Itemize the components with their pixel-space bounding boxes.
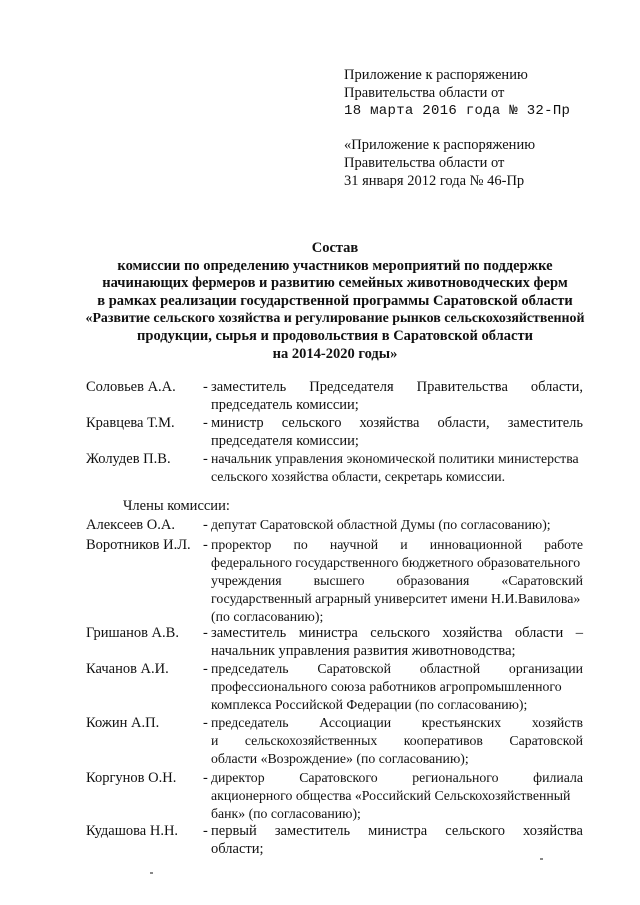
header2-line-2: Правительства области от <box>344 155 505 171</box>
header2-line-3: 31 января 2012 года № 46-Пр <box>344 173 525 189</box>
role-line: министр сельского хозяйства области, заместитель <box>211 415 583 431</box>
role-line: комплекса Российской Федерации (по согласованию); <box>211 697 528 712</box>
title-line: «Развитие сельского хозяйства и регулирование рынков сельскохозяйственной <box>85 311 585 327</box>
approval-header <box>344 66 570 120</box>
member-role <box>211 536 583 626</box>
role-line: области «Возрождение» (по согласованию); <box>211 751 469 766</box>
header-line-2: Правительства области от <box>344 85 505 101</box>
role-line: профессионального союза работников агропромышленного <box>211 679 562 694</box>
role-line: области; <box>211 841 264 857</box>
member-role <box>211 769 583 823</box>
role-line: акционерного общества «Российский Сельскохозяйственный <box>211 788 571 803</box>
member-role <box>211 414 583 450</box>
role-line: заместитель министра сельского хозяйства области – <box>211 625 583 641</box>
role-line: председатель Ассоциации крестьянских хозяйств <box>211 715 583 730</box>
title-line: в рамках реализации государственной программы Саратовской области <box>97 292 573 309</box>
dash: - <box>203 451 208 467</box>
role-line: депутат Саратовской областной Думы (по согласованию); <box>211 517 551 532</box>
role-line: и сельскохозяйственных кооперативов Саратовской <box>211 733 583 748</box>
role-line: государственный аграрный университет имени Н.И.Вавилова» <box>211 591 581 606</box>
dash: - <box>203 661 208 677</box>
member-name: Воротников И.Л. <box>86 537 191 553</box>
dash: - <box>203 379 208 395</box>
scan-speck <box>150 872 153 874</box>
member-role <box>211 822 583 858</box>
member-name: Жолудев П.В. <box>86 451 171 467</box>
role-line: председатель Саратовской областной организации <box>211 661 583 676</box>
role-line: (по согласованию); <box>211 609 324 624</box>
member-role <box>211 660 583 714</box>
role-line: проректор по научной и инновационной работе <box>211 537 583 552</box>
role-line: директор Саратовского регионального филиала <box>211 770 583 785</box>
member-name: Гришанов А.В. <box>86 625 179 641</box>
dash: - <box>203 770 208 786</box>
member-role <box>211 624 583 660</box>
role-line: сельского хозяйства области, секретарь комиссии. <box>211 469 506 484</box>
member-role <box>211 516 583 534</box>
role-line: председатель комиссии; <box>211 397 359 413</box>
member-name: Соловьев А.А. <box>86 379 176 395</box>
member-name: Алексеев О.А. <box>86 517 175 533</box>
member-name: Коргунов О.Н. <box>86 770 177 786</box>
member-name: Кудашова Н.Н. <box>86 823 179 839</box>
scan-speck <box>540 858 543 860</box>
original-approval-header <box>344 136 535 190</box>
members-label: Члены комиссии: <box>123 498 230 514</box>
title-line: Состав <box>311 240 359 256</box>
dash: - <box>203 823 208 839</box>
title-line: комиссии по определению участников мероприятий по поддержке <box>117 257 553 274</box>
member-role <box>211 714 583 768</box>
member-name: Кравцева Т.М. <box>86 415 175 431</box>
role-line: учреждения высшего образования «Саратовский <box>211 573 583 588</box>
role-line: банк» (по согласованию); <box>211 806 361 821</box>
role-line: начальник управления экономической политики министерства <box>211 451 579 466</box>
title-line: на 2014-2020 годы» <box>272 345 398 362</box>
title-line: продукции, сырья и продовольствия в Саратовской области <box>137 327 533 344</box>
dash: - <box>203 715 208 731</box>
title-line: начинающих фермеров и развитию семейных животноводческих ферм <box>102 275 568 292</box>
dash: - <box>203 517 208 533</box>
member-role <box>211 450 583 486</box>
member-name: Кожин А.П. <box>86 715 160 731</box>
role-line: начальник управления развития животноводства; <box>211 643 516 659</box>
role-line: заместитель Председателя Правительства области, <box>211 379 583 395</box>
dash: - <box>203 415 208 431</box>
dash: - <box>203 625 208 641</box>
member-name: Качанов А.И. <box>86 661 169 677</box>
member-role <box>211 378 583 414</box>
header2-line-1: «Приложение к распоряжению <box>344 137 536 153</box>
document-title <box>70 240 600 363</box>
role-line: первый заместитель министра сельского хозяйства <box>211 823 583 839</box>
dash: - <box>203 537 208 553</box>
header-line-1: Приложение к распоряжению <box>344 67 528 83</box>
header-line-3: 18 марта 2016 года № 32-Пр <box>344 103 571 119</box>
role-line: председателя комиссии; <box>211 433 359 449</box>
role-line: федерального государственного бюджетного образовательного <box>211 555 581 570</box>
